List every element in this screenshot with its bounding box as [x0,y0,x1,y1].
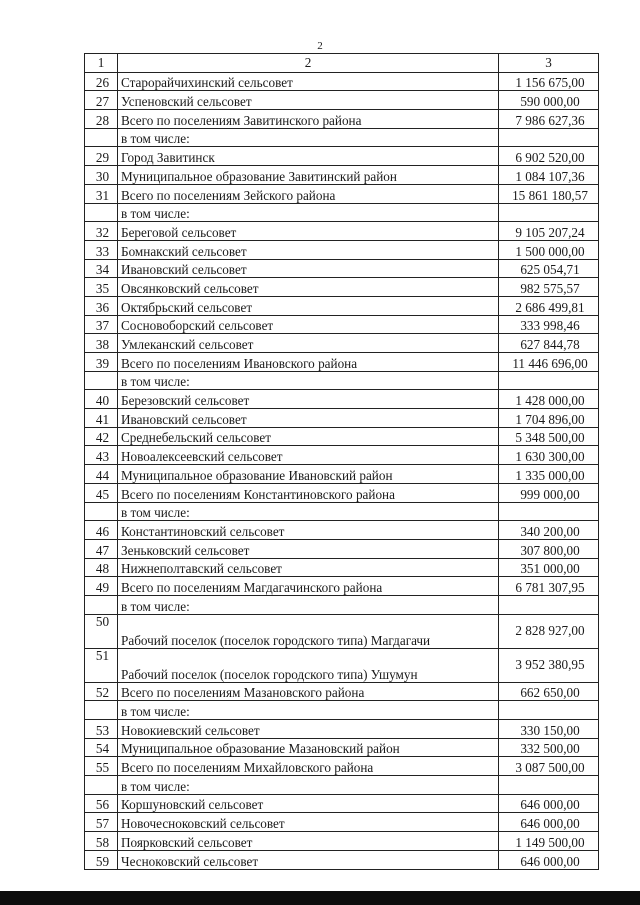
row-value: 9 105 207,24 [499,222,599,241]
row-value: 1 500 000,00 [499,240,599,259]
row-name: Муниципальное образование Ивановский район [118,465,499,484]
row-name: Всего по поселениям Михайловского района [118,757,499,776]
table-row [85,278,599,297]
row-value: 332 500,00 [499,738,599,757]
table-row [85,184,599,203]
table-row [85,648,599,682]
table-row [85,595,599,614]
row-value [499,502,599,521]
row-name: Всего по поселениям Магдагачинского района [118,577,499,596]
row-name: Успеновский сельсовет [118,91,499,110]
table-row [85,738,599,757]
row-name: Константиновский сельсовет [118,521,499,540]
table-row [85,371,599,390]
table-row [85,390,599,409]
table-row [85,614,599,648]
row-number: 54 [85,738,118,757]
row-name: Сосновоборский сельсовет [118,315,499,334]
row-name: Березовский сельсовет [118,390,499,409]
row-value: 662 650,00 [499,682,599,701]
row-value: 7 986 627,36 [499,110,599,129]
row-value: 627 844,78 [499,334,599,353]
table-row [85,483,599,502]
row-number [85,371,118,390]
row-name: Береговой сельсовет [118,222,499,241]
row-number: 52 [85,682,118,701]
row-value: 999 000,00 [499,483,599,502]
row-number [85,776,118,795]
row-name: Чесноковский сельсовет [118,850,499,869]
row-number: 31 [85,184,118,203]
row-name: Октябрьский сельсовет [118,296,499,315]
row-number [85,128,118,147]
row-name: Всего по поселениям Завитинского района [118,110,499,129]
table-row [85,832,599,851]
table-row [85,91,599,110]
table-row [85,240,599,259]
table-header-row [85,54,599,73]
page-number: 2 [317,40,323,52]
row-name: в том числе: [118,701,499,720]
row-name: Умлеканский сельсовет [118,334,499,353]
row-value: 2 828 927,00 [499,614,599,648]
table-body [85,54,599,870]
row-value: 1 149 500,00 [499,832,599,851]
row-value [499,128,599,147]
table-row [85,110,599,129]
row-number: 32 [85,222,118,241]
table-row [85,353,599,372]
row-value: 3 952 380,95 [499,648,599,682]
table-row [85,701,599,720]
row-name: Всего по поселениям Зейского района [118,184,499,203]
row-value: 15 861 180,57 [499,184,599,203]
row-number: 33 [85,240,118,259]
row-value: 6 781 307,95 [499,577,599,596]
table-row [85,203,599,222]
row-number: 51 [85,648,118,682]
row-number: 35 [85,278,118,297]
row-name: Рабочий поселок (поселок городского типа) Ушумун [118,648,499,682]
row-number: 39 [85,353,118,372]
header-col-2: 2 [118,54,499,73]
row-name: Всего по поселениям Ивановского района [118,353,499,372]
row-name: Среднебельский сельсовет [118,427,499,446]
row-value: 1 630 300,00 [499,446,599,465]
row-name: Муниципальное образование Завитинский район [118,166,499,185]
table-row [85,222,599,241]
row-name: в том числе: [118,371,499,390]
table-row [85,446,599,465]
row-value: 5 348 500,00 [499,427,599,446]
row-number: 34 [85,259,118,278]
row-value: 2 686 499,81 [499,296,599,315]
table-row [85,813,599,832]
row-name: Новочесноковский сельсовет [118,813,499,832]
row-number [85,595,118,614]
row-name: в том числе: [118,595,499,614]
row-number: 43 [85,446,118,465]
row-number: 44 [85,465,118,484]
row-value: 1 428 000,00 [499,390,599,409]
table-row [85,539,599,558]
row-value: 982 575,57 [499,278,599,297]
row-name: в том числе: [118,203,499,222]
row-name: Нижнеполтавский сельсовет [118,558,499,577]
row-value: 1 156 675,00 [499,72,599,91]
row-value: 646 000,00 [499,794,599,813]
row-number: 47 [85,539,118,558]
row-value: 307 800,00 [499,539,599,558]
table-row [85,577,599,596]
row-value [499,203,599,222]
row-value: 351 000,00 [499,558,599,577]
row-name: в том числе: [118,128,499,147]
row-value: 333 998,46 [499,315,599,334]
row-number: 42 [85,427,118,446]
row-number: 29 [85,147,118,166]
header-col-1: 1 [85,54,118,73]
table-row [85,794,599,813]
row-number: 28 [85,110,118,129]
row-value: 1 335 000,00 [499,465,599,484]
row-value: 1 704 896,00 [499,409,599,428]
row-name: Старорайчихинский сельсовет [118,72,499,91]
row-number: 27 [85,91,118,110]
row-value: 11 446 696,00 [499,353,599,372]
table-row [85,334,599,353]
row-value [499,776,599,795]
scan-bottom-edge [0,891,640,905]
row-name: Всего по поселениям Мазановского района [118,682,499,701]
table-row [85,296,599,315]
row-number: 50 [85,614,118,648]
row-value: 340 200,00 [499,521,599,540]
row-value: 590 000,00 [499,91,599,110]
row-name: Бомнакский сельсовет [118,240,499,259]
row-value: 625 054,71 [499,259,599,278]
table-row [85,259,599,278]
row-name: в том числе: [118,502,499,521]
row-name: Новокиевский сельсовет [118,720,499,739]
row-number: 26 [85,72,118,91]
row-number: 37 [85,315,118,334]
row-name: Поярковский сельсовет [118,832,499,851]
row-value: 3 087 500,00 [499,757,599,776]
row-name: Коршуновский сельсовет [118,794,499,813]
row-number: 41 [85,409,118,428]
row-name: Рабочий поселок (поселок городского типа) Магдагачи [118,614,499,648]
row-number: 55 [85,757,118,776]
row-number: 56 [85,794,118,813]
row-number: 49 [85,577,118,596]
row-name: Овсянковский сельсовет [118,278,499,297]
row-number: 45 [85,483,118,502]
row-name: в том числе: [118,776,499,795]
table-row [85,128,599,147]
row-value: 646 000,00 [499,813,599,832]
row-value: 646 000,00 [499,850,599,869]
row-name: Муниципальное образование Мазановский район [118,738,499,757]
row-name: Всего по поселениям Константиновского района [118,483,499,502]
row-number: 46 [85,521,118,540]
row-number: 59 [85,850,118,869]
allocation-table [84,53,599,870]
table-row [85,682,599,701]
table-row [85,315,599,334]
row-number: 40 [85,390,118,409]
row-number: 36 [85,296,118,315]
table-row [85,558,599,577]
table-row [85,409,599,428]
table-row [85,720,599,739]
row-number [85,701,118,720]
row-name: Новоалексеевский сельсовет [118,446,499,465]
row-value: 6 902 520,00 [499,147,599,166]
row-value: 330 150,00 [499,720,599,739]
row-name: Ивановский сельсовет [118,259,499,278]
table-row [85,166,599,185]
table-row [85,776,599,795]
row-number: 48 [85,558,118,577]
table-row [85,757,599,776]
table-row [85,147,599,166]
row-value [499,701,599,720]
row-number: 38 [85,334,118,353]
row-number [85,203,118,222]
row-name: Город Завитинск [118,147,499,166]
table-row [85,72,599,91]
row-value [499,595,599,614]
header-col-3: 3 [499,54,599,73]
row-number: 53 [85,720,118,739]
row-value [499,371,599,390]
row-number: 57 [85,813,118,832]
row-name: Зеньковский сельсовет [118,539,499,558]
row-number: 58 [85,832,118,851]
table-row [85,427,599,446]
table-row [85,502,599,521]
table-row [85,850,599,869]
row-name: Ивановский сельсовет [118,409,499,428]
table-row [85,465,599,484]
row-number: 30 [85,166,118,185]
row-value: 1 084 107,36 [499,166,599,185]
row-number [85,502,118,521]
table-row [85,521,599,540]
